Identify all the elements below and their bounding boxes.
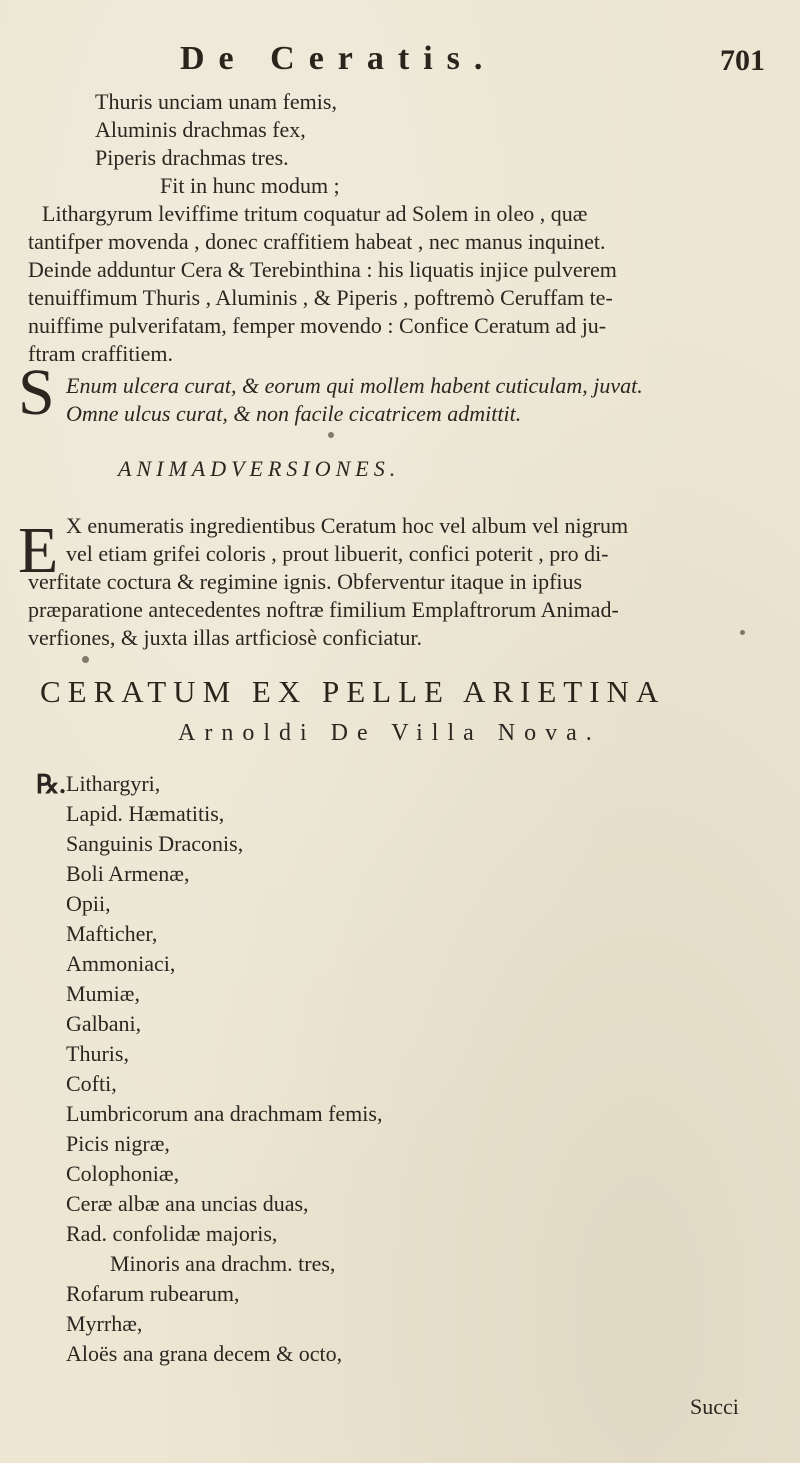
author-line: Arnoldi De Villa Nova. <box>178 720 601 746</box>
drop-cap: E <box>18 514 59 587</box>
text-line: Fit in hunc modum ; <box>160 173 340 198</box>
recipe-item: Myrrhæ, <box>66 1311 143 1336</box>
recipe-item: Lapid. Hæmatitis, <box>66 801 225 826</box>
paragraph-line: Lithargyrum leviffime tritum coquatur ad Solem in oleo , quæ <box>42 201 588 226</box>
recipe-item: Ceræ albæ ana uncias duas, <box>66 1191 309 1216</box>
paragraph-line: verfitate coctura & regimine ignis. Obferventur itaque in ipfius <box>28 569 583 594</box>
recipe-item: Rofarum rubearum, <box>66 1281 240 1306</box>
recipe-item: Minoris ana drachm. tres, <box>110 1251 336 1276</box>
recipe-item: Sanguinis Draconis, <box>66 831 244 856</box>
recipe-item: Rad. confolidæ majoris, <box>66 1221 278 1246</box>
paragraph-line: ftram craffitiem. <box>28 341 173 366</box>
ink-spot <box>740 630 745 635</box>
italic-line: Enum ulcera curat, & eorum qui mollem habent cuticulam, juvat. <box>66 373 643 398</box>
recipe-item: Galbani, <box>66 1011 142 1036</box>
recipe-item: Aloës ana grana decem & octo, <box>66 1341 343 1366</box>
text-line: Piperis drachmas tres. <box>95 145 289 170</box>
italic-line: Omne ulcus curat, & non facile cicatricem admittit. <box>66 401 522 426</box>
recipe-symbol: ℞. <box>36 770 66 799</box>
paragraph-line: præparatione antecedentes noftræ fimilium Emplaftrorum Animad- <box>28 597 619 622</box>
recipe-item: Opii, <box>66 891 111 916</box>
page-number: 701 <box>720 44 765 77</box>
paragraph-line: tantifper movenda , donec craffitiem habeat , nec manus inquinet. <box>28 229 606 254</box>
paragraph-line: verfiones, & juxta illas artficiosè conficiatur. <box>28 625 423 650</box>
text-line: Thuris unciam unam femis, <box>95 89 337 114</box>
text-line: Aluminis drachmas fex, <box>95 117 306 142</box>
recipe-item: Ammoniaci, <box>66 951 176 976</box>
paragraph-line: nuiffime pulverifatam, femper movendo : Confice Ceratum ad ju- <box>28 313 607 338</box>
recipe-item: Mumiæ, <box>66 981 140 1006</box>
recipe-item: Picis nigræ, <box>66 1131 170 1156</box>
paragraph-line: Deinde adduntur Cera & Terebinthina : his liquatis injice pulverem <box>28 257 617 282</box>
recipe-item: Thuris, <box>66 1041 129 1066</box>
recipe-item: Lumbricorum ana drachmam femis, <box>66 1101 383 1126</box>
recipe-heading: CERATUM EX PELLE ARIETINA <box>40 674 666 709</box>
recipe-item: Boli Armenæ, <box>66 861 190 886</box>
section-heading: ANIMADVERSIONES. <box>118 456 401 481</box>
ink-spot <box>82 656 89 663</box>
running-head: De Ceratis. <box>180 40 497 77</box>
paragraph-line: X enumeratis ingredientibus Ceratum hoc vel album vel nigrum <box>66 513 629 538</box>
recipe-item: Mafticher, <box>66 921 158 946</box>
recipe-item: Colophoniæ, <box>66 1161 180 1186</box>
drop-cap: S <box>18 356 55 429</box>
ink-spot <box>328 432 334 438</box>
recipe-item: Lithargyri, <box>66 771 161 796</box>
paragraph-line: vel etiam grifei coloris , prout libuerit, confici poterit , pro di- <box>66 541 609 566</box>
paragraph-line: tenuiffimum Thuris , Aluminis , & Piperis , poftremò Ceruffam te- <box>28 285 613 310</box>
catchword: Succi <box>690 1394 739 1419</box>
recipe-item: Cofti, <box>66 1071 117 1096</box>
